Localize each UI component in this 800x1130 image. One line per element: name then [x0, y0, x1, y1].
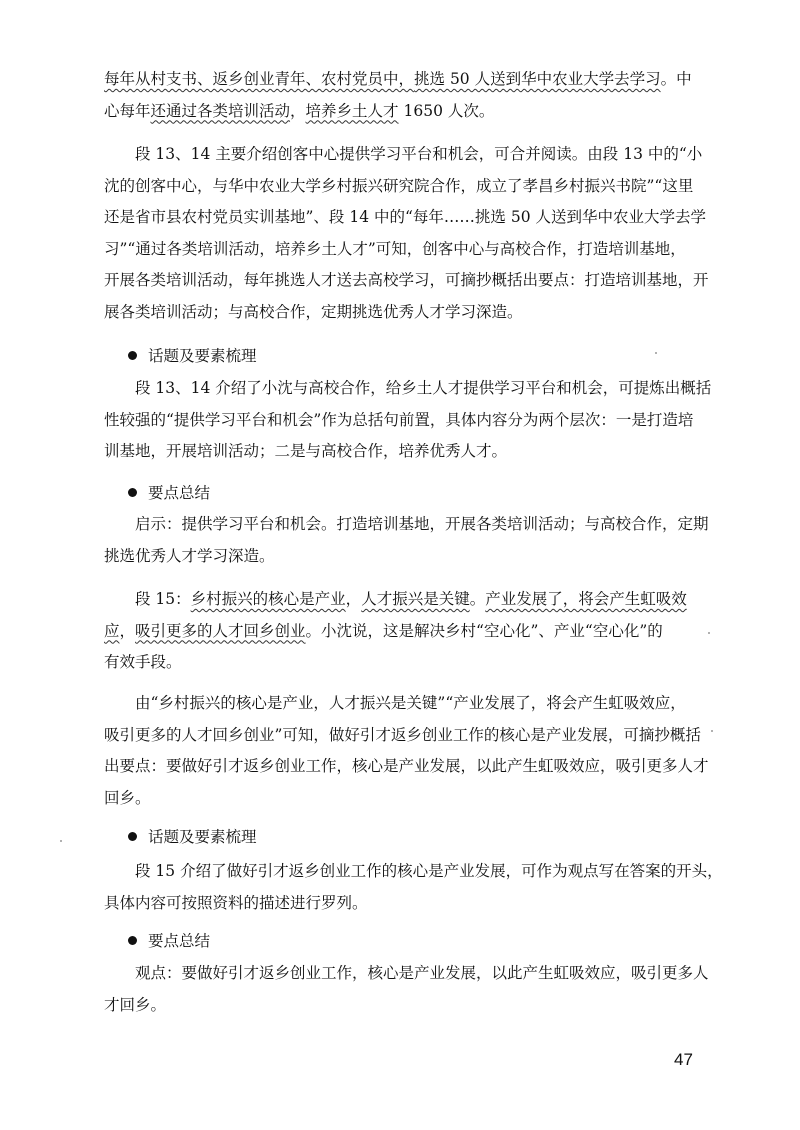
- text-line: 出要点：要做好引才返乡创业工作，核心是产业发展，以此产生虹吸效应，吸引更多人才: [104, 757, 709, 775]
- text-line: 还是省市县农村党员实训基地”、段 14 中的“每年……挑选 50 人送到华中农业大学去学: [104, 208, 707, 226]
- section-heading: [128, 344, 257, 368]
- summary-paragraph: [104, 958, 709, 1021]
- bullet-icon: [128, 832, 137, 841]
- paragraph-15-excerpt: [104, 584, 704, 679]
- scan-speck: [708, 632, 710, 634]
- section-heading: [128, 481, 210, 505]
- text-line: 回乡。: [104, 788, 151, 807]
- text-span: 段 15：: [135, 590, 191, 608]
- underlined-text: 人才振兴是关键: [361, 590, 470, 608]
- text-line: 沈的创客中心，与华中农业大学乡村振兴研究院合作，成立了孝昌乡村振兴书院”“这里: [104, 176, 694, 195]
- text-line: 具体内容可按照资料的描述进行罗列。: [104, 893, 368, 912]
- underlined-text: 吸引更多的人才回乡创业: [135, 621, 306, 640]
- underlined-text: 乡村振兴的核心是产业: [190, 590, 346, 608]
- heading-text: 要点总结: [148, 932, 211, 950]
- heading-text: 话题及要素梳理: [148, 828, 257, 846]
- text-line: 训基地，开展培训活动；二是与高校合作，培养优秀人才。: [104, 442, 508, 460]
- text-line: 启示：提供学习平台和机会。打造培训基地，开展各类培训活动；与高校合作，定期: [135, 515, 709, 533]
- text-line: 展各类培训活动；与高校合作，定期挑选优秀人才学习深造。: [104, 302, 523, 321]
- text-span: 1650 人次。: [398, 101, 495, 120]
- text-span: ，: [345, 590, 362, 608]
- scan-speck: [655, 352, 657, 354]
- text-line: 开展各类培训活动，每年挑选人才送去高校学习，可摘抄概括出要点：打造培训基地，开: [104, 271, 709, 289]
- text-line: [104, 584, 704, 616]
- section-heading: [128, 929, 210, 953]
- text-line: 段 13、14 介绍了小沈与高校合作，给乡土人才提供学习平台和机会，可提炼出概括: [135, 379, 712, 397]
- text-span: 心每年: [104, 101, 151, 120]
- underlined-text: 挑选 50 人送到华中农业大学去学习: [414, 70, 661, 88]
- underlined-text: 每年从村支书、返乡创业青年、农村党员中，: [104, 70, 415, 88]
- text-span: 。小沈说，这是解决乡村“空心化”、产业“空心化”的: [305, 621, 663, 640]
- text-span: 。中: [660, 70, 692, 88]
- topic-paragraph: [104, 856, 723, 919]
- text-line: 段 15 介绍了做好引才返乡创业工作的核心是产业发展，可作为观点写在答案的开头，: [135, 862, 723, 880]
- heading-text: 话题及要素梳理: [148, 347, 257, 365]
- scan-speck: [60, 840, 62, 842]
- page-number: 47: [674, 1050, 693, 1069]
- text-line: 挑选优秀人才学习深造。: [104, 546, 275, 565]
- text-line: 吸引更多的人才回乡创业”可知，做好引才返乡创业工作的核心是产业发展，可摘抄概括: [104, 725, 701, 744]
- text-line: [104, 616, 704, 648]
- text-span: 。: [469, 590, 486, 608]
- underlined-text: 应: [104, 621, 120, 640]
- heading-text: 要点总结: [148, 484, 211, 502]
- section-heading: [128, 825, 257, 849]
- text-line: 有效手段。: [104, 653, 182, 671]
- analysis-paragraph: [104, 688, 709, 814]
- bullet-icon: [128, 936, 137, 945]
- underlined-text: 培养乡土人才: [305, 101, 399, 120]
- scan-speck: [711, 730, 713, 732]
- text-line: [104, 64, 704, 96]
- text-line: 习”“通过各类培训活动，培养乡土人才”可知，创客中心与高校合作，打造培训基地，: [104, 239, 686, 258]
- text-line: 由“乡村振兴的核心是产业，人才振兴是关键”“产业发展了，将会产生虹吸效应，: [135, 694, 686, 712]
- bullet-icon: [128, 351, 137, 360]
- bullet-icon: [128, 488, 137, 497]
- summary-paragraph: [104, 509, 709, 572]
- analysis-paragraph: [104, 139, 709, 328]
- topic-paragraph: [104, 373, 712, 468]
- underlined-text: 产业发展了，将会产生虹吸效: [485, 590, 687, 608]
- text-line: 才回乡。: [104, 995, 167, 1014]
- text-line: 观点：要做好引才返乡创业工作，核心是产业发展，以此产生虹吸效应，吸引更多人: [135, 964, 709, 982]
- text-span: ，: [119, 621, 136, 640]
- text-line: [104, 96, 704, 128]
- text-span: ，: [290, 101, 306, 120]
- text-line: 段 13、14 主要介绍创客中心提供学习平台和机会，可合并阅读。由段 13 中的“小: [135, 145, 703, 163]
- paragraph-14-excerpt: [104, 64, 704, 127]
- underlined-text: 还通过各类培训活动: [150, 101, 291, 120]
- text-line: 性较强的“提供学习平台和机会”作为总括句前置，具体内容分为两个层次：一是打造培: [104, 410, 694, 429]
